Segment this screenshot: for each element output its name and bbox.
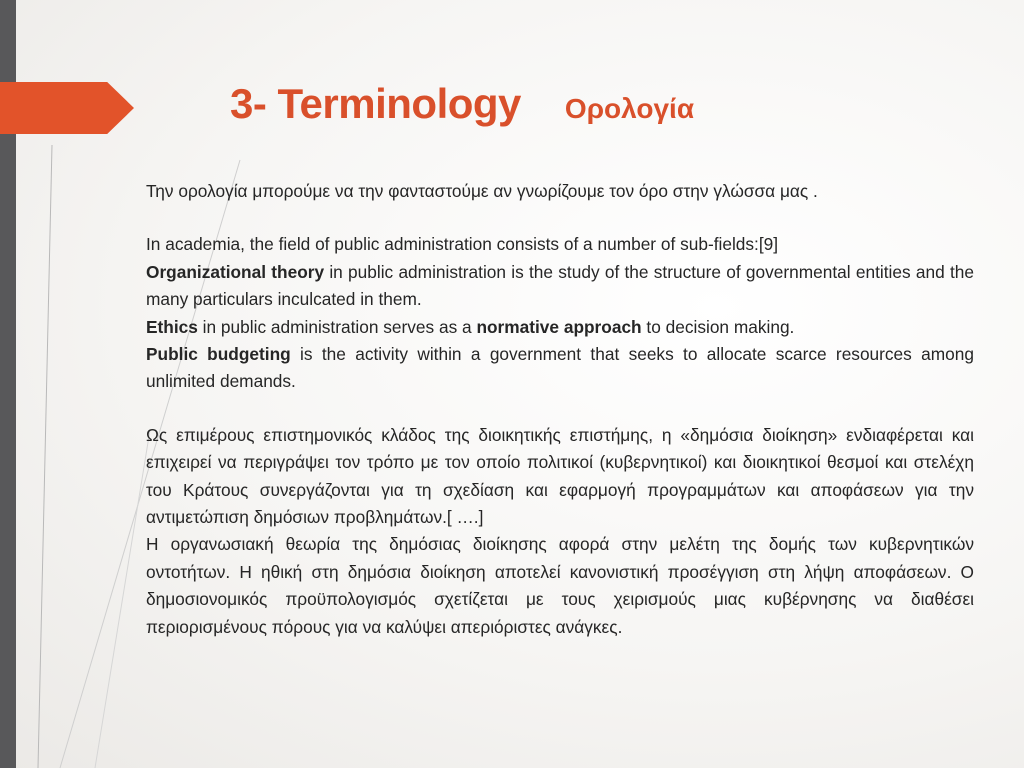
intro-text: Την ορολογία μπορούμε να την φανταστούμε αν γνωρίζουμε τον όρο στην γλώσσα μας .	[146, 181, 818, 201]
greek-paragraph-1: Ως επιμέρους επιστημονικός κλάδος της διοικητικής επιστήμης, η «δημόσια διοίκηση» ενδιαφέρεται και επιχειρεί να περιγράψει τον τρόπο με τον οποίο πολιτικοί (κυβερνητικοί) και διοικητικοί θεσμοί και στελέχη του Κράτους συνεργάζονται για τη σχεδίαση και εφαρμογή προγραμμάτων και αποφάσεων για την αντιμετώπιση δημόσιων προβλημάτων.[ ….]	[146, 424, 974, 528]
title-sub: Ορολογία	[564, 93, 695, 124]
budgeting-term: Public budgeting	[146, 344, 291, 365]
normative-term: normative approach	[476, 316, 642, 337]
deco-line-3	[95, 430, 150, 768]
ethics-end: to decision making.	[641, 316, 795, 337]
org-theory-paragraph	[146, 259, 974, 314]
slide-title	[230, 80, 694, 136]
budgeting-desc: is the activity within a government that seeks to allocate scarce resources among unlimited demands.	[146, 344, 974, 392]
org-theory-desc: in public administration is the study of the structure of governmental entities and the many particulars inculcated in them.	[146, 261, 974, 310]
spacer	[146, 396, 974, 422]
spacer	[146, 205, 974, 231]
ethics-paragraph	[146, 314, 974, 341]
ethics-mid: in public administration serves as a	[197, 316, 477, 337]
greek-paragraph-2: Η οργανωσιακή θεωρία της δημόσιας διοίκησης αφορά στην μελέτη της δομής των κυβερνητικών οντοτήτων. Η ηθική στη δημόσια διοίκηση αποτελεί κανονιστική προσέγγιση στη λήψη αποφάσεων. Ο δημοσιονομικός προϋπολογισμός σχετίζεται με τους χειρισμούς μιας κυβέρνησης να διαθέσει περιορισμένους πόρους για να καλύψει απεριόριστες ανάγκες.	[146, 534, 974, 637]
title-main: 3- Terminology	[230, 80, 521, 127]
academia-text: In academia, the field of public administration consists of a number of sub-fields:[9]	[146, 234, 779, 255]
budgeting-paragraph	[146, 341, 974, 396]
accent-arrow-shape	[0, 82, 134, 134]
org-theory-term: Organizational theory	[146, 261, 325, 282]
slide-content	[146, 178, 974, 641]
deco-line-1	[38, 145, 52, 768]
ethics-term: Ethics	[146, 316, 198, 337]
